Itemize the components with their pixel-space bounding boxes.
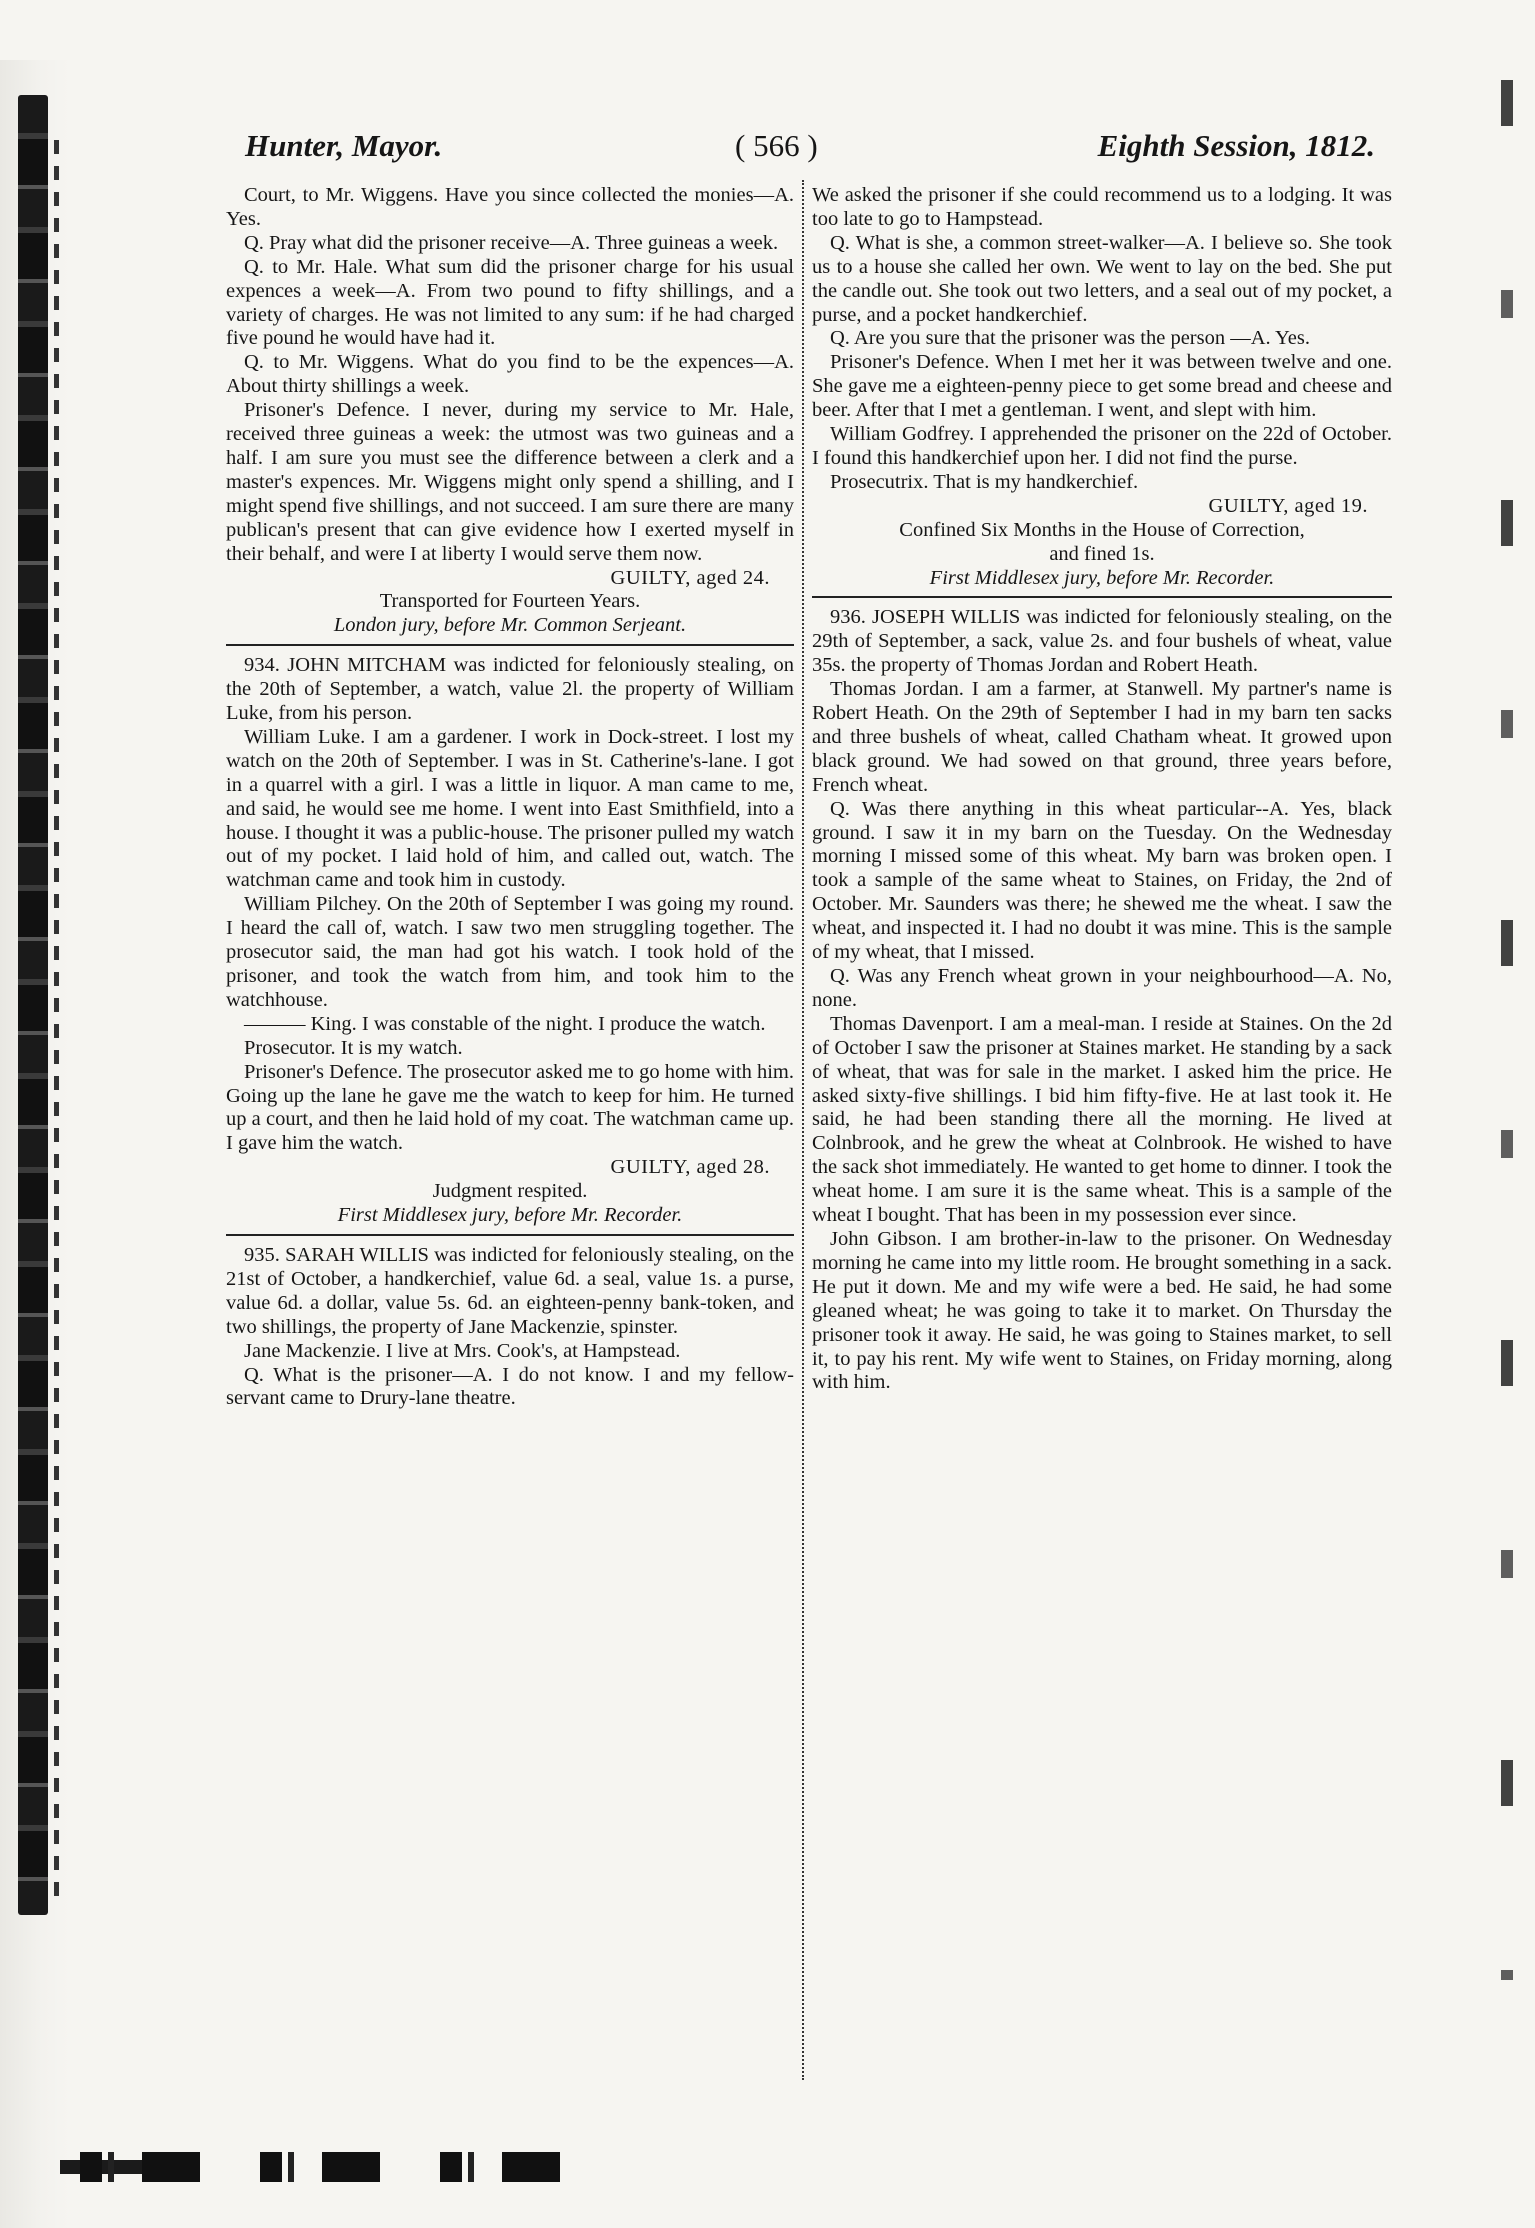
paragraph: Q. to Mr. Wiggens. What do you find to be the expences—A. About thirty shillings a week. bbox=[226, 351, 794, 398]
prisoner-defence: Prisoner's Defence. I never, during my service to Mr. Hale, received three guineas a week: the utmost was two guineas and a half. I am sure you must see the difference between a clerk and a master's expences. Mr. Wiggens might only spend a shilling, and I might spend five shillings, and not succeed. I am sure there are many publican's present that can give evidence how I exerted myself in their behalf, and were I at liberty I would serve them now. bbox=[226, 399, 794, 565]
testimony: William Godfrey. I apprehended the prisoner on the 22d of October. I found this handkerchief upon her. I did not find the purse. bbox=[812, 423, 1392, 469]
left-column bbox=[226, 184, 794, 1411]
prisoner-defence: Prisoner's Defence. When I met her it was between twelve and one. She gave me a eighteen-penny piece to get some bread and cheese and beer. After that I met a gentleman. I went, and slept with him. bbox=[812, 351, 1392, 422]
sentence: and fined 1s. bbox=[1049, 542, 1155, 565]
testimony: Q. What is the prisoner—A. I do not know. I and my fellow-servant came to Drury-lane theatre. bbox=[226, 1363, 794, 1410]
testimony: Q. Was any French wheat grown in your neighbourhood—A. No, none. bbox=[812, 965, 1392, 1011]
paragraph: Court, to Mr. Wiggens. Have you since collected the monies—A. Yes. bbox=[226, 184, 794, 230]
column-divider bbox=[802, 180, 804, 2080]
right-column bbox=[812, 184, 1392, 1395]
paragraph: Q. Pray what did the prisoner receive—A. Three guineas a week. bbox=[244, 231, 779, 254]
prisoner-defence: Prisoner's Defence. The prosecutor asked me to go home with him. Going up the lane he gave me the watch to keep for him. He turned up a court, and then he laid hold of my coat. The watchman came up. I gave him the watch. bbox=[226, 1060, 794, 1155]
verdict: GUILTY, aged 19. bbox=[1208, 494, 1368, 517]
case-heading: 936. JOSEPH WILLIS was indicted for feloniously stealing, on the 29th of September, a sack, value 2s. and four bushels of wheat, value 35s. the property of Thomas Jordan and Robert Heath. bbox=[812, 606, 1392, 677]
right-edge-marks bbox=[1501, 80, 1513, 1980]
sentence: Confined Six Months in the House of Correction, bbox=[899, 518, 1305, 541]
testimony: John Gibson. I am brother-in-law to the prisoner. On Wednesday morning he came into my little room. He brought something in a sack. He put it down. Me and my wife were a bed. He said, he had some gleaned wheat; he was going to take it to market. On Thursday the prisoner took it away. He said, he was going to Staines market, to sell it, to pay his rent. My wife went to Staines, on Friday morning, along with him. bbox=[812, 1227, 1392, 1394]
testimony: Thomas Davenport. I am a meal-man. I reside at Staines. On the 2d of October I saw the prisoner at Staines market. He standing by a sack of wheat, that was for sale in the market. I asked him the price. He asked sixty-five shillings. I bid him fifty-five. He at last took it. He said, he had been standing there all the morning. He lived at Colnbrook, and he grew the wheat at Colnbrook. He wished to have the sack shot immediately. He wanted to get home to dinner. I took the wheat home. I am sure it is the same wheat. This is a sample of the wheat I bought. That has been in my possession ever since. bbox=[812, 1012, 1392, 1227]
case-heading: 934. JOHN MITCHAM was indicted for feloniously stealing, on the 20th of September, a watch, value 2l. the property of William Luke, from his person. bbox=[226, 654, 794, 725]
testimony: Q. Was there anything in this wheat particular--A. Yes, black ground. I saw it in my barn on the Tuesday. On the Wednesday morning I missed some of this wheat. My barn was broken open. I took a sample of the same wheat to Staines, on Friday, the 2nd of October. Mr. Saunders was there; he shewed me the wheat. I saw the wheat, and inspected it. I had no doubt it was mine. This is the sample of my wheat, that I missed. bbox=[812, 797, 1392, 964]
section-rule bbox=[226, 644, 794, 646]
testimony: Prosecutor. It is my watch. bbox=[244, 1036, 463, 1059]
header-left: Hunter, Mayor. bbox=[245, 128, 443, 163]
jury-note: First Middlesex jury, before Mr. Recorder. bbox=[337, 1204, 683, 1227]
testimony: William Luke. I am a gardener. I work in Dock-street. I lost my watch on the 20th of September. I was in St. Catherine's-lane. I got in a quarrel with a girl. I was a little in liquor. A man came to me, and said, he would see me home. I went into East Smithfield, into a house. I thought it was a public-house. The prisoner pulled my watch out of my pocket. I laid hold of him, and called out, watch. The watchman came and took him in custody. bbox=[226, 725, 794, 892]
paragraph: Q. to Mr. Hale. What sum did the prisoner charge for his usual expences a week—A. From two pound to fifty shillings, and a variety of charges. He was not limited to any sum: if he had charged five pound he would have had it. bbox=[226, 255, 794, 350]
sentence: Transported for Fourteen Years. bbox=[379, 590, 641, 613]
section-rule bbox=[226, 1234, 794, 1236]
section-rule bbox=[812, 596, 1392, 598]
verdict: GUILTY, aged 28. bbox=[610, 1156, 770, 1179]
testimony: Prosecutrix. That is my handkerchief. bbox=[830, 470, 1139, 493]
paragraph: Q. Are you sure that the prisoner was the person —A. Yes. bbox=[830, 327, 1310, 350]
paragraph: We asked the prisoner if she could recommend us to a lodging. It was too late to go to Hampstead. bbox=[812, 184, 1392, 230]
bottom-scan-bars bbox=[80, 2152, 600, 2182]
paragraph: Q. What is she, a common street-walker—A. I believe so. She took us to a house she called her own. We went to lay on the bed. She put the candle out. She took out two letters, and a seal out of my pocket, a purse, and a pocket handkerchief. bbox=[812, 231, 1392, 326]
sentence: Judgment respited. bbox=[432, 1180, 588, 1203]
binding-dots bbox=[54, 140, 59, 1900]
page-number: ( 566 ) bbox=[735, 128, 818, 163]
header-right: Eighth Session, 1812. bbox=[1097, 128, 1375, 163]
case-heading: 935. SARAH WILLIS was indicted for feloniously stealing, on the 21st of October, a handkerchief, value 6d. a seal, value 1s. a purse, value 6d. a dollar, value 5s. 6d. an eighteen-penny bank-token, and two shillings, the property of Jane Mackenzie, spinster. bbox=[226, 1243, 794, 1338]
binding-edge-marks bbox=[18, 95, 48, 1915]
testimony: Thomas Jordan. I am a farmer, at Stanwell. My partner's name is Robert Heath. On the 29th of September I had in my barn ten sacks and three bushels of wheat, called Chatham wheat. It growed upon black ground. We had sowed on that ground, three years before, French wheat. bbox=[812, 678, 1392, 796]
jury-note: London jury, before Mr. Common Serjeant. bbox=[333, 614, 687, 637]
running-header bbox=[245, 128, 1375, 172]
testimony: ——— King. I was constable of the night. I produce the watch. bbox=[244, 1012, 766, 1035]
testimony: William Pilchey. On the 20th of September I was going my round. I heard the call of, watch. I saw two men struggling together. The prosecutor said, the man had got his watch. I took hold of the prisoner, and took the watch from him, and took him to the watchhouse. bbox=[226, 893, 794, 1011]
jury-note: First Middlesex jury, before Mr. Recorder. bbox=[929, 566, 1275, 589]
verdict: GUILTY, aged 24. bbox=[610, 566, 770, 589]
testimony: Jane Mackenzie. I live at Mrs. Cook's, at Hampstead. bbox=[244, 1339, 681, 1362]
